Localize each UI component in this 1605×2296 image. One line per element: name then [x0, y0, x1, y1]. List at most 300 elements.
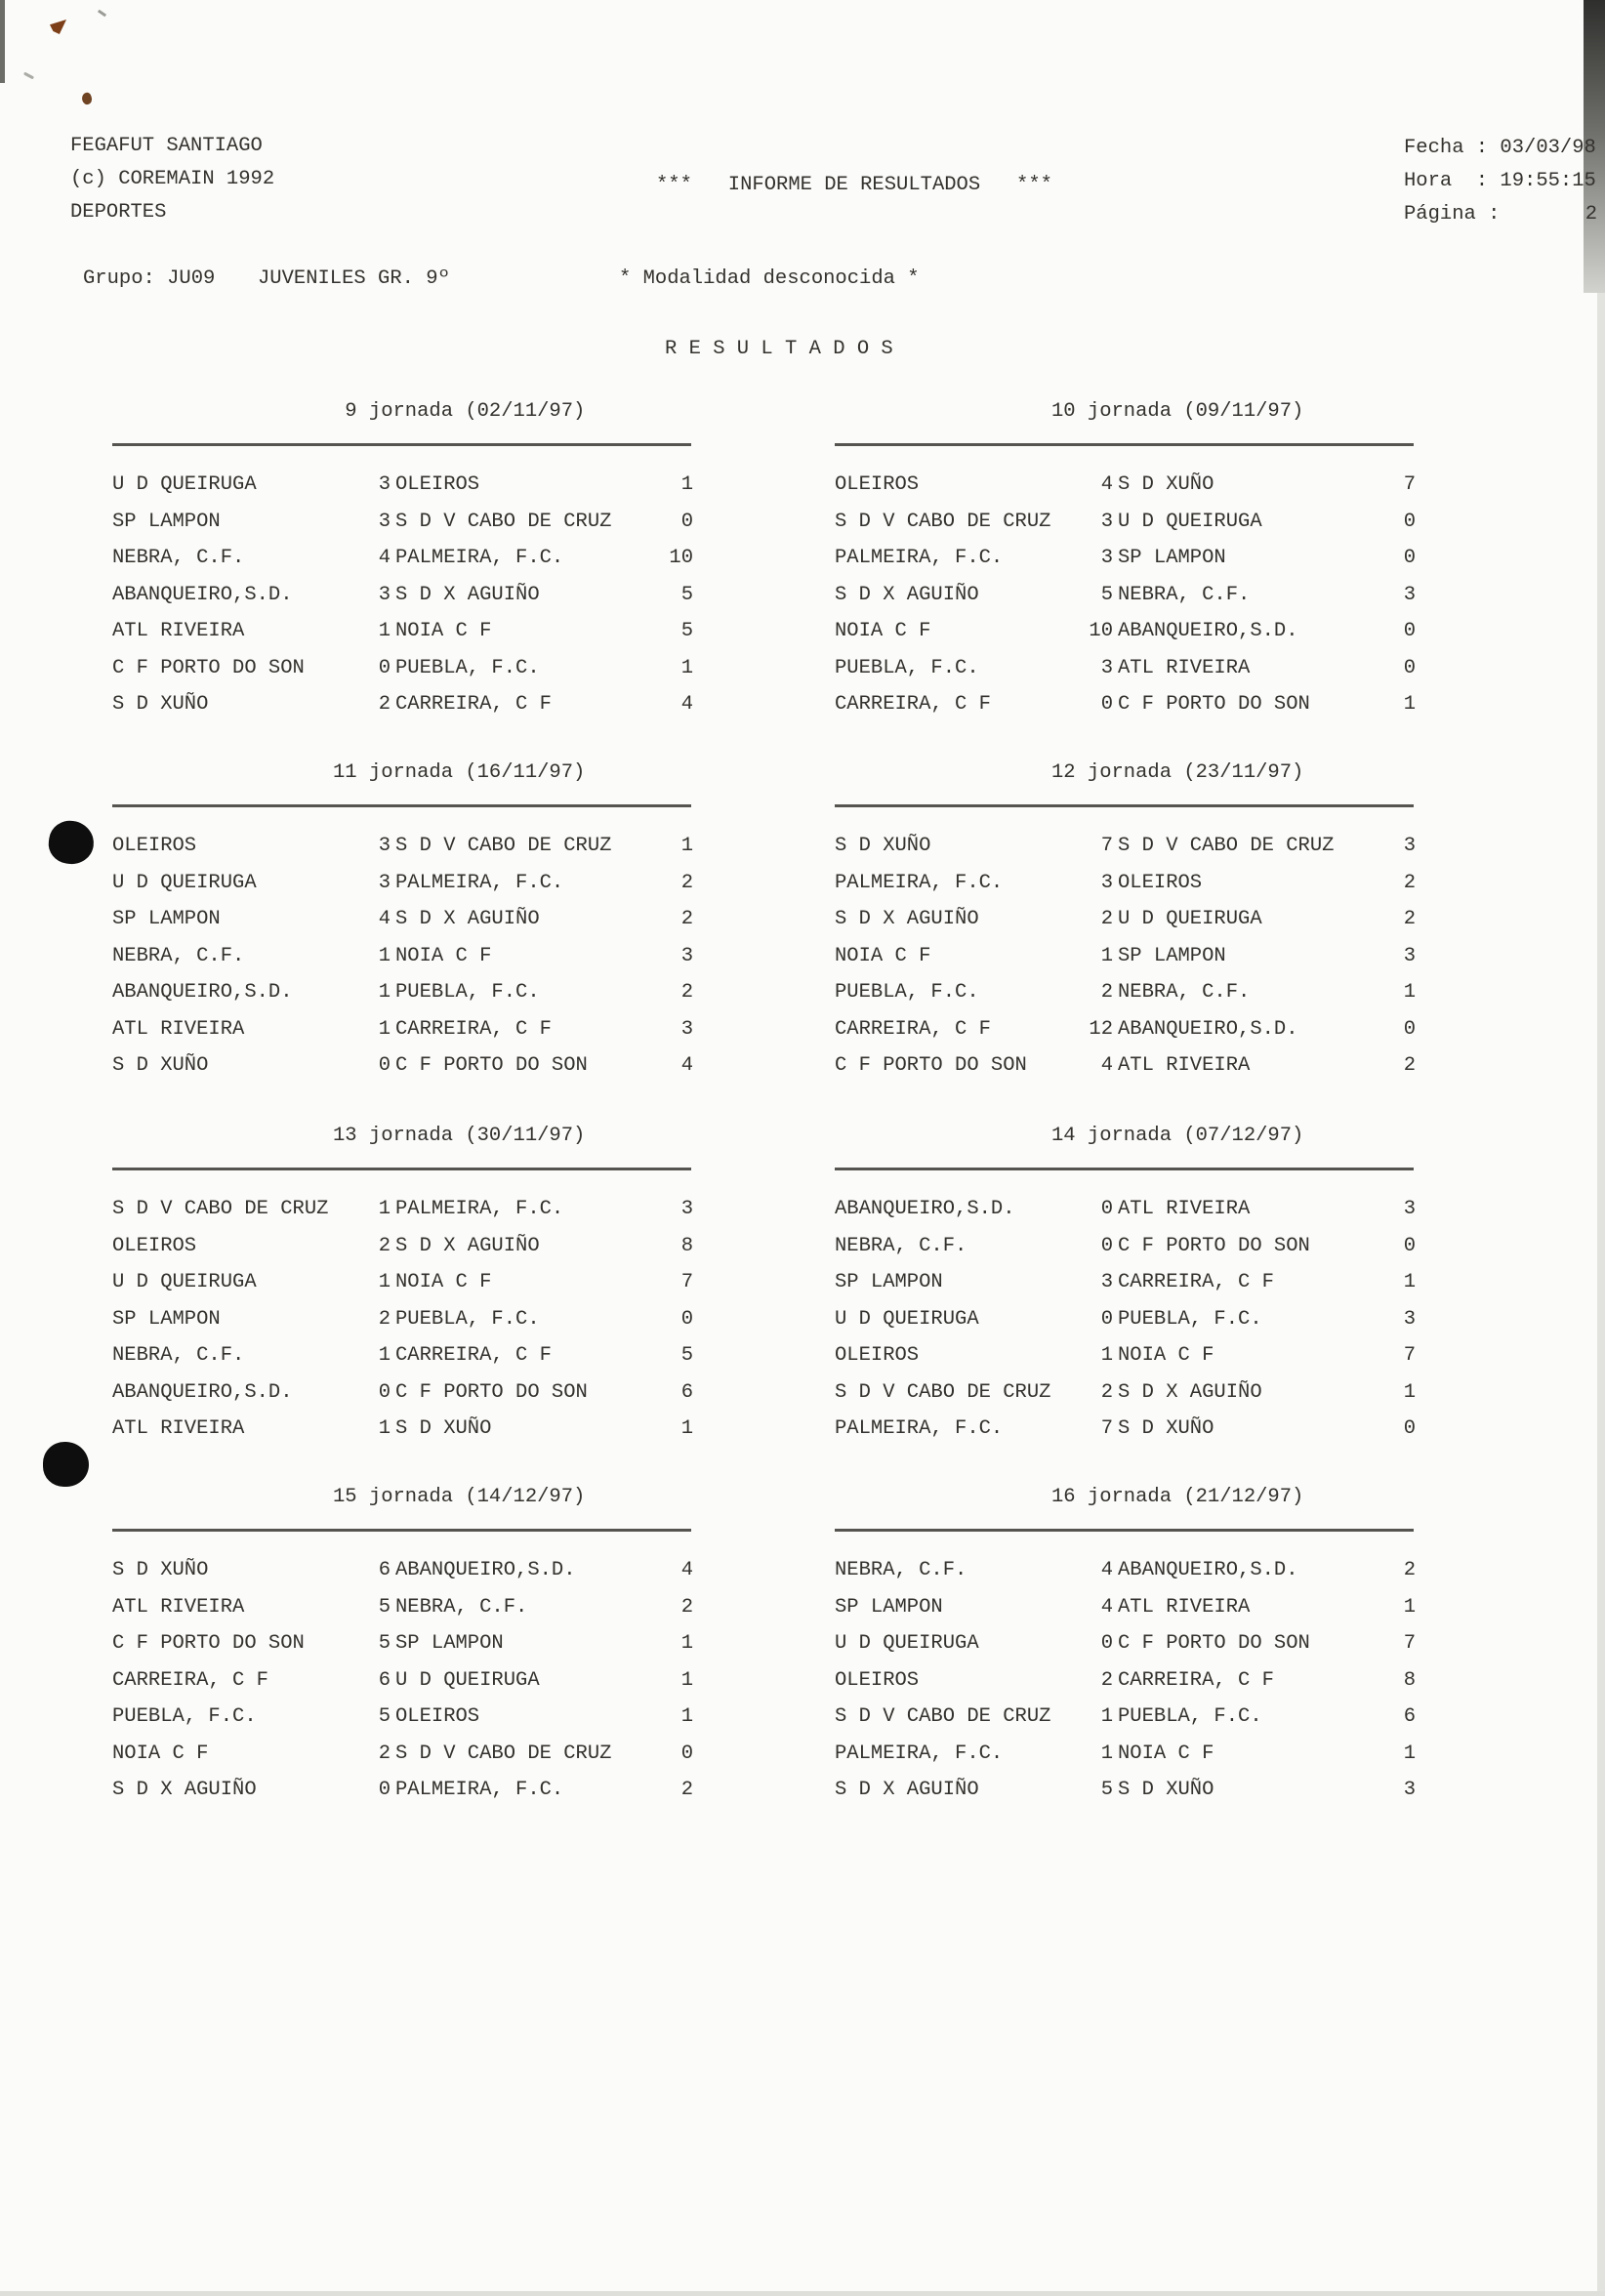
away-score: 0: [1403, 620, 1416, 642]
away-score: 5: [680, 1344, 693, 1367]
home-score: 1: [378, 620, 391, 642]
away-score: 1: [680, 473, 693, 496]
away-team: NEBRA, C.F.: [1118, 981, 1251, 1004]
jornada-title: 16 jornada (21/12/97): [1051, 1486, 1304, 1508]
match-row: [835, 1228, 1414, 1265]
away-team: S D XUÑO: [1118, 1417, 1214, 1440]
home-score: 4: [1100, 1054, 1113, 1077]
away-score: 1: [1403, 693, 1416, 716]
match-rows: [835, 828, 1414, 1085]
match-row: [835, 467, 1414, 504]
away-team: NOIA C F: [395, 1271, 492, 1293]
match-row: [835, 1589, 1414, 1626]
home-score: 1: [378, 981, 391, 1004]
away-score: 6: [1403, 1705, 1416, 1728]
org-department: DEPORTES: [70, 201, 167, 224]
home-score: 7: [1100, 835, 1113, 857]
jornada-table-10: [835, 400, 1414, 724]
results-heading: R E S U L T A D O S: [665, 338, 893, 360]
match-rows: [835, 1191, 1414, 1448]
away-team: S D X AGUIÑO: [395, 583, 540, 606]
jornada-table-16: [835, 1486, 1414, 1810]
match-row: [835, 686, 1414, 723]
away-team: NEBRA, C.F.: [395, 1595, 528, 1619]
away-team: S D X AGUIÑO: [395, 908, 540, 930]
away-team: S D X AGUIÑO: [395, 1234, 540, 1257]
away-team: PALMEIRA, F.C.: [395, 1779, 564, 1801]
home-team: S D X AGUIÑO: [835, 908, 979, 930]
home-score: 3: [1100, 547, 1113, 569]
home-score: 1: [1100, 1742, 1113, 1765]
home-team: PALMEIRA, F.C.: [835, 547, 1004, 569]
match-row: [112, 974, 691, 1011]
home-team: NEBRA, C.F.: [835, 1559, 967, 1581]
home-team: SP LAMPON: [112, 510, 221, 533]
away-team: PALMEIRA, F.C.: [395, 547, 564, 569]
home-team: PUEBLA, F.C.: [835, 981, 979, 1004]
away-team: OLEIROS: [1118, 871, 1203, 894]
away-team: ATL RIVEIRA: [1118, 1198, 1251, 1220]
match-row: [835, 577, 1414, 614]
home-score: 4: [1100, 1595, 1113, 1619]
home-score: 3: [1100, 510, 1113, 533]
match-row: [835, 1301, 1414, 1338]
away-score: 3: [1403, 583, 1416, 606]
match-row: [112, 613, 691, 650]
match-row: [112, 1191, 691, 1228]
scan-edge-bottom: [0, 2291, 1605, 2296]
away-team: SP LAMPON: [1118, 944, 1226, 967]
home-score: 0: [1100, 1234, 1113, 1257]
away-score: 0: [680, 1307, 693, 1331]
away-team: S D XUÑO: [1118, 1779, 1214, 1801]
away-team: PALMEIRA, F.C.: [395, 871, 564, 894]
home-score: 4: [378, 908, 391, 930]
home-score: 3: [1100, 656, 1113, 679]
home-team: ATL RIVEIRA: [112, 620, 245, 642]
match-rows: [112, 1191, 691, 1448]
home-score: 3: [1100, 1271, 1113, 1293]
jornada-table-9: [112, 400, 691, 724]
home-score: 2: [1100, 1668, 1113, 1692]
match-row: [835, 1411, 1414, 1448]
away-score: 7: [1403, 1344, 1416, 1367]
home-team: S D V CABO DE CRUZ: [835, 1705, 1051, 1728]
home-score: 7: [1100, 1417, 1113, 1440]
match-row: [835, 1772, 1414, 1809]
match-row: [112, 1552, 691, 1589]
away-score: 0: [1403, 1017, 1416, 1041]
match-row: [112, 1699, 691, 1736]
page-number: 2: [1584, 203, 1597, 226]
match-rows: [112, 467, 691, 723]
home-team: S D X AGUIÑO: [835, 583, 979, 606]
away-team: OLEIROS: [395, 1705, 480, 1728]
away-score: 7: [1403, 473, 1416, 496]
table-rule: [112, 1529, 691, 1532]
away-team: NEBRA, C.F.: [1118, 583, 1251, 606]
away-team: PUEBLA, F.C.: [1118, 1307, 1262, 1331]
away-team: S D V CABO DE CRUZ: [1118, 835, 1335, 857]
away-score: 2: [680, 908, 693, 930]
home-team: SP LAMPON: [835, 1271, 943, 1293]
match-row: [112, 504, 691, 541]
away-team: C F PORTO DO SON: [395, 1380, 588, 1404]
home-score: 10: [1089, 620, 1113, 642]
match-row: [835, 1625, 1414, 1662]
table-rule: [835, 1168, 1414, 1170]
match-row: [835, 1736, 1414, 1773]
home-team: ATL RIVEIRA: [112, 1017, 245, 1041]
home-score: 0: [378, 1380, 391, 1404]
home-score: 2: [1100, 908, 1113, 930]
match-row: [112, 1011, 691, 1048]
home-team: OLEIROS: [835, 1668, 920, 1692]
match-row: [112, 901, 691, 938]
home-score: 2: [378, 1742, 391, 1765]
away-team: S D V CABO DE CRUZ: [395, 1742, 612, 1765]
home-team: NEBRA, C.F.: [112, 1344, 245, 1367]
home-team: OLEIROS: [835, 1344, 920, 1367]
home-score: 1: [1100, 944, 1113, 967]
home-team: SP LAMPON: [112, 1307, 221, 1331]
away-score: 5: [680, 583, 693, 606]
home-score: 1: [378, 1344, 391, 1367]
match-rows: [835, 1552, 1414, 1809]
match-row: [835, 1699, 1414, 1736]
away-team: C F PORTO DO SON: [1118, 693, 1310, 716]
match-row: [112, 1662, 691, 1700]
home-team: NOIA C F: [112, 1742, 209, 1765]
away-score: 0: [1403, 1234, 1416, 1257]
paper-mark: [98, 10, 106, 18]
jornada-table-15: [112, 1486, 691, 1810]
away-team: S D V CABO DE CRUZ: [395, 510, 612, 533]
home-team: CARREIRA, C F: [112, 1668, 268, 1692]
away-team: CARREIRA, C F: [1118, 1271, 1274, 1293]
home-team: U D QUEIRUGA: [835, 1632, 979, 1655]
away-score: 4: [680, 693, 693, 716]
home-score: 5: [378, 1705, 391, 1728]
match-row: [835, 1374, 1414, 1412]
away-team: ATL RIVEIRA: [1118, 1054, 1251, 1077]
jornada-title: 10 jornada (09/11/97): [1051, 400, 1304, 423]
away-score: 3: [1403, 835, 1416, 857]
match-row: [835, 504, 1414, 541]
away-team: ABANQUEIRO,S.D.: [1118, 1017, 1298, 1041]
away-score: 2: [1403, 908, 1416, 930]
home-team: PALMEIRA, F.C.: [835, 1742, 1004, 1765]
match-row: [835, 974, 1414, 1011]
jornada-title: 13 jornada (30/11/97): [333, 1125, 586, 1147]
away-score: 3: [1403, 1307, 1416, 1331]
away-score: 1: [1403, 1742, 1416, 1765]
home-score: 3: [378, 835, 391, 857]
home-score: 3: [378, 583, 391, 606]
away-score: 3: [1403, 944, 1416, 967]
jornada-title: 9 jornada (02/11/97): [333, 400, 586, 423]
home-score: 0: [1100, 693, 1113, 716]
home-team: S D XUÑO: [112, 1054, 209, 1077]
home-team: PALMEIRA, F.C.: [835, 1417, 1004, 1440]
away-score: 4: [680, 1559, 693, 1581]
away-score: 0: [680, 1742, 693, 1765]
match-row: [835, 901, 1414, 938]
org-name: FEGAFUT SANTIAGO: [70, 135, 263, 157]
away-team: NOIA C F: [395, 944, 492, 967]
away-team: U D QUEIRUGA: [1118, 510, 1262, 533]
away-score: 2: [680, 1595, 693, 1619]
away-score: 1: [1403, 1595, 1416, 1619]
scan-edge-right: [1597, 293, 1605, 2296]
match-rows: [112, 828, 691, 1085]
home-score: 0: [1100, 1632, 1113, 1655]
home-team: U D QUEIRUGA: [835, 1307, 979, 1331]
home-team: NEBRA, C.F.: [835, 1234, 967, 1257]
away-score: 0: [1403, 656, 1416, 679]
home-score: 1: [378, 1198, 391, 1220]
away-team: C F PORTO DO SON: [1118, 1234, 1310, 1257]
home-score: 1: [378, 944, 391, 967]
home-score: 1: [1100, 1344, 1113, 1367]
table-rule: [112, 1168, 691, 1170]
match-row: [112, 1337, 691, 1374]
match-row: [112, 1047, 691, 1085]
home-team: NEBRA, C.F.: [112, 547, 245, 569]
home-team: C F PORTO DO SON: [112, 1632, 305, 1655]
away-score: 0: [680, 510, 693, 533]
home-score: 2: [378, 693, 391, 716]
away-team: CARREIRA, C F: [1118, 1668, 1274, 1692]
home-team: NOIA C F: [835, 944, 931, 967]
away-team: CARREIRA, C F: [395, 693, 552, 716]
home-score: 4: [1100, 1559, 1113, 1581]
scan-edge-left-top: [0, 0, 5, 83]
away-score: 2: [1403, 871, 1416, 894]
home-team: ATL RIVEIRA: [112, 1417, 245, 1440]
away-score: 1: [1403, 981, 1416, 1004]
home-score: 0: [1100, 1307, 1113, 1331]
home-score: 3: [378, 871, 391, 894]
away-score: 0: [1403, 510, 1416, 533]
modality-note: * Modalidad desconocida *: [619, 267, 920, 290]
home-team: OLEIROS: [112, 1234, 197, 1257]
away-score: 0: [1403, 1417, 1416, 1440]
home-team: S D X AGUIÑO: [112, 1779, 257, 1801]
match-row: [112, 577, 691, 614]
away-team: PUEBLA, F.C.: [395, 656, 540, 679]
away-team: U D QUEIRUGA: [1118, 908, 1262, 930]
away-score: 2: [1403, 1559, 1416, 1581]
away-team: PUEBLA, F.C.: [395, 1307, 540, 1331]
match-row: [835, 1662, 1414, 1700]
home-team: CARREIRA, C F: [835, 1017, 991, 1041]
match-row: [835, 1011, 1414, 1048]
home-team: PUEBLA, F.C.: [112, 1705, 257, 1728]
away-score: 1: [680, 1668, 693, 1692]
home-team: S D V CABO DE CRUZ: [835, 510, 1051, 533]
away-team: ABANQUEIRO,S.D.: [1118, 1559, 1298, 1581]
home-score: 1: [378, 1417, 391, 1440]
away-team: S D XUÑO: [1118, 473, 1214, 496]
away-team: S D XUÑO: [395, 1417, 492, 1440]
away-team: SP LAMPON: [1118, 547, 1226, 569]
home-team: S D XUÑO: [835, 835, 931, 857]
match-row: [112, 686, 691, 723]
match-row: [112, 828, 691, 865]
match-row: [112, 1374, 691, 1412]
home-team: SP LAMPON: [112, 908, 221, 930]
away-team: SP LAMPON: [395, 1632, 504, 1655]
away-score: 0: [1403, 547, 1416, 569]
match-row: [112, 1772, 691, 1809]
home-team: U D QUEIRUGA: [112, 871, 257, 894]
match-row: [835, 1191, 1414, 1228]
home-score: 4: [1100, 473, 1113, 496]
away-score: 2: [680, 981, 693, 1004]
away-team: CARREIRA, C F: [395, 1017, 552, 1041]
match-row: [112, 865, 691, 902]
table-rule: [835, 1529, 1414, 1532]
hole-punch-dot: [43, 1442, 89, 1487]
org-copyright: (c) COREMAIN 1992: [70, 168, 275, 190]
jornada-title: 14 jornada (07/12/97): [1051, 1125, 1304, 1147]
match-row: [112, 540, 691, 577]
home-team: PALMEIRA, F.C.: [835, 871, 1004, 894]
away-team: C F PORTO DO SON: [395, 1054, 588, 1077]
match-row: [112, 1301, 691, 1338]
home-score: 1: [378, 1271, 391, 1293]
home-score: 4: [378, 547, 391, 569]
match-row: [835, 1337, 1414, 1374]
home-team: S D XUÑO: [112, 693, 209, 716]
away-team: NOIA C F: [1118, 1742, 1214, 1765]
hole-punch-dot: [46, 818, 97, 867]
home-team: C F PORTO DO SON: [112, 656, 305, 679]
away-team: NOIA C F: [395, 620, 492, 642]
home-score: 0: [378, 1779, 391, 1801]
report-time: Hora : 19:55:15: [1404, 170, 1596, 192]
home-score: 3: [378, 473, 391, 496]
away-team: S D V CABO DE CRUZ: [395, 835, 612, 857]
report-page-row: [1404, 203, 1597, 236]
away-score: 3: [1403, 1779, 1416, 1801]
home-team: U D QUEIRUGA: [112, 473, 257, 496]
jornada-table-12: [835, 761, 1414, 1086]
home-score: 5: [1100, 1779, 1113, 1801]
home-score: 0: [1100, 1198, 1113, 1220]
match-rows: [835, 467, 1414, 723]
home-team: PUEBLA, F.C.: [835, 656, 979, 679]
match-rows: [112, 1552, 691, 1809]
away-team: U D QUEIRUGA: [395, 1668, 540, 1692]
away-score: 3: [680, 944, 693, 967]
home-team: ABANQUEIRO,S.D.: [112, 1380, 293, 1404]
jornada-title: 12 jornada (23/11/97): [1051, 761, 1304, 784]
table-rule: [835, 804, 1414, 807]
away-score: 5: [680, 620, 693, 642]
home-score: 2: [1100, 1380, 1113, 1404]
away-team: PUEBLA, F.C.: [1118, 1705, 1262, 1728]
home-score: 5: [378, 1595, 391, 1619]
paper-mark: [23, 72, 34, 80]
home-team: ABANQUEIRO,S.D.: [835, 1198, 1015, 1220]
home-team: U D QUEIRUGA: [112, 1271, 257, 1293]
match-row: [835, 1047, 1414, 1085]
home-team: S D XUÑO: [112, 1559, 209, 1581]
away-team: ABANQUEIRO,S.D.: [395, 1559, 576, 1581]
home-score: 1: [378, 1017, 391, 1041]
away-score: 2: [680, 1779, 693, 1801]
away-team: ABANQUEIRO,S.D.: [1118, 620, 1298, 642]
away-score: 4: [680, 1054, 693, 1077]
home-team: S D X AGUIÑO: [835, 1779, 979, 1801]
away-score: 6: [680, 1380, 693, 1404]
match-row: [835, 540, 1414, 577]
away-team: PUEBLA, F.C.: [395, 981, 540, 1004]
match-row: [835, 828, 1414, 865]
group-code: Grupo: JU09: [83, 267, 216, 290]
away-score: 7: [1403, 1632, 1416, 1655]
home-team: NOIA C F: [835, 620, 931, 642]
away-team: ATL RIVEIRA: [1118, 1595, 1251, 1619]
match-row: [835, 650, 1414, 687]
jornada-table-11: [112, 761, 691, 1086]
home-score: 6: [378, 1559, 391, 1581]
report-title: *** INFORME DE RESULTADOS ***: [656, 174, 1052, 196]
away-score: 1: [1403, 1271, 1416, 1293]
home-score: 5: [378, 1632, 391, 1655]
table-rule: [112, 804, 691, 807]
paper-stain: [80, 92, 94, 106]
home-team: NEBRA, C.F.: [112, 944, 245, 967]
home-score: 1: [1100, 1705, 1113, 1728]
match-row: [112, 650, 691, 687]
home-score: 2: [1100, 981, 1113, 1004]
match-row: [835, 1264, 1414, 1301]
match-row: [835, 1552, 1414, 1589]
away-score: 3: [1403, 1198, 1416, 1220]
match-row: [112, 1736, 691, 1773]
home-score: 6: [378, 1668, 391, 1692]
home-team: ABANQUEIRO,S.D.: [112, 583, 293, 606]
away-score: 2: [680, 871, 693, 894]
away-score: 3: [680, 1198, 693, 1220]
away-team: NOIA C F: [1118, 1344, 1214, 1367]
header-meta: [1404, 137, 1597, 236]
match-row: [112, 1625, 691, 1662]
away-score: 10: [669, 547, 693, 569]
home-score: 0: [378, 1054, 391, 1077]
home-team: CARREIRA, C F: [835, 693, 991, 716]
away-score: 8: [680, 1234, 693, 1257]
away-score: 2: [1403, 1054, 1416, 1077]
match-row: [112, 1589, 691, 1626]
table-rule: [835, 443, 1414, 446]
jornada-title: 15 jornada (14/12/97): [333, 1486, 586, 1508]
report-date: Fecha : 03/03/98: [1404, 137, 1596, 159]
table-rule: [112, 443, 691, 446]
away-score: 3: [680, 1017, 693, 1041]
away-team: PALMEIRA, F.C.: [395, 1198, 564, 1220]
away-team: CARREIRA, C F: [395, 1344, 552, 1367]
away-score: 1: [680, 835, 693, 857]
match-row: [835, 865, 1414, 902]
jornada-table-14: [835, 1125, 1414, 1449]
match-row: [835, 613, 1414, 650]
home-team: OLEIROS: [112, 835, 197, 857]
away-score: 1: [680, 1705, 693, 1728]
